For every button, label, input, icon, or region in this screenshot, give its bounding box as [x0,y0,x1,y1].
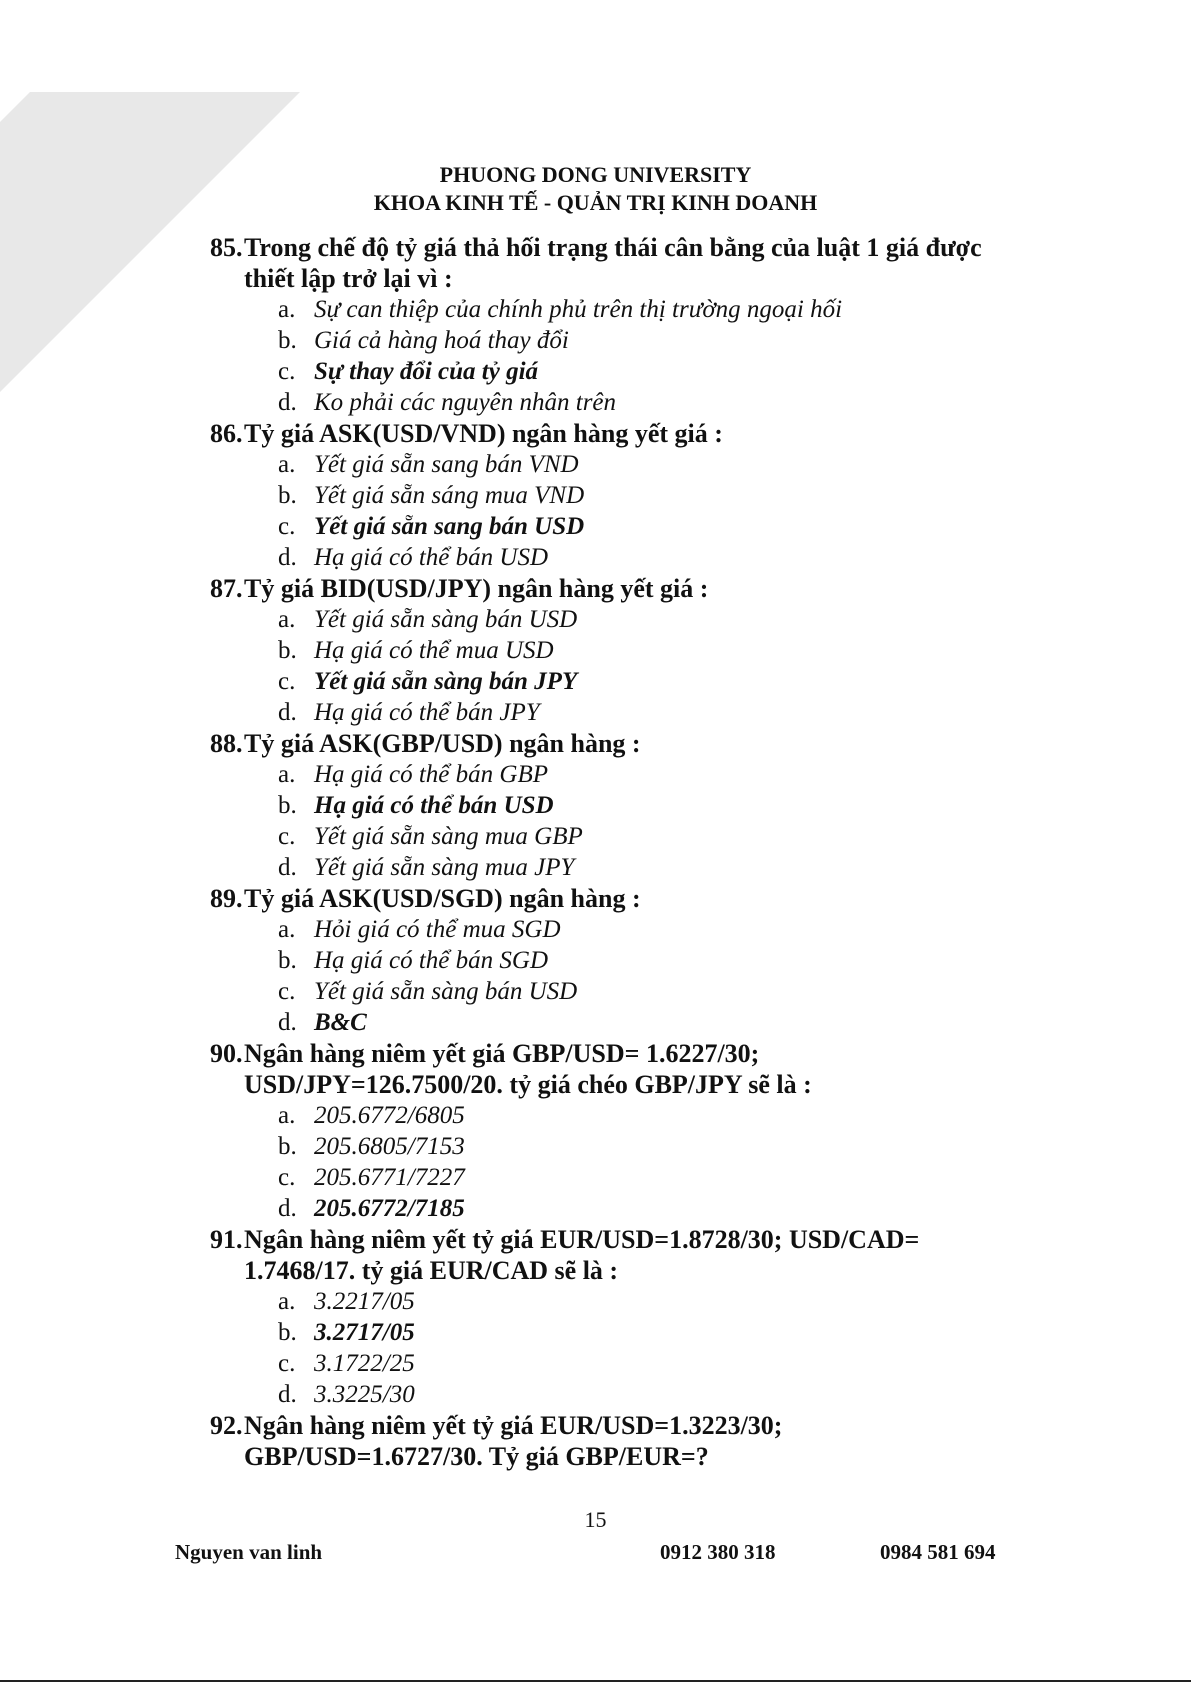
question [210,232,990,418]
option-letter: d. [278,1009,297,1036]
question-number: 85. [210,233,243,262]
question-title [210,1224,990,1286]
option [278,604,990,635]
correct-option [278,356,990,387]
question-title [210,728,990,759]
option-text: Giá cả hàng hoá thay đổi [314,327,569,354]
option [278,480,990,511]
bottom-rule [0,1680,1191,1682]
question-number: 91. [210,1225,243,1254]
faculty-name: KHOA KINH TẾ - QUẢN TRỊ KINH DOANH [373,190,818,215]
question-number: 88. [210,729,243,758]
option-text: Yết giá sẵn sàng bán USD [314,606,578,633]
option-letter: c. [278,823,296,850]
option-text: Sự thay đổi của tỷ giá [314,358,539,385]
option-text: 205.6772/7185 [314,1195,465,1222]
question-number: 86. [210,419,243,448]
option-letter: b. [278,327,297,354]
option [278,1286,990,1317]
footer-phone-1: 0912 380 318 [660,1540,776,1564]
question-text: Ngân hàng niêm yết giá GBP/USD= 1.6227/30; USD/JPY=126.7500/20. tỷ giá chéo GBP/JPY sẽ là : [244,1039,812,1099]
page-number: 15 [584,1507,607,1532]
question-title [210,573,990,604]
university-name: PHUONG DONG UNIVERSITY [439,162,752,187]
correct-option [278,666,990,697]
option-text: Yết giá sẵn sang bán VND [314,451,579,478]
option-text: 3.2717/05 [314,1319,415,1346]
question-text: Ngân hàng niêm yết tỷ giá EUR/USD=1.8728/30; USD/CAD= 1.7468/17. tỷ giá EUR/CAD sẽ là : [244,1225,920,1285]
option [278,914,990,945]
option [278,449,990,480]
option-letter: c. [278,668,296,695]
option-text: Yết giá sẵn sàng bán JPY [314,668,578,695]
question-text: Trong chế độ tỷ giá thả hối trạng thái cân bằng của luật 1 giá được thiết lập trở lại vì : [244,233,982,293]
option-text: Yết giá sẵn sàng mua GBP [314,823,583,850]
question-title [210,232,990,294]
question [210,1038,990,1224]
option-letter: a. [278,606,296,633]
option-text: Hạ giá có thể mua USD [314,637,554,664]
option [278,697,990,728]
option-letter: b. [278,482,297,509]
option-letter: c. [278,978,296,1005]
question-text: Tỷ giá ASK(GBP/USD) ngân hàng : [244,729,641,758]
question-number: 87. [210,574,243,603]
option-letter: b. [278,637,297,664]
option [278,852,990,883]
option-letter: c. [278,1350,296,1377]
option-letter: a. [278,1102,296,1129]
footer-author: Nguyen van linh [175,1540,323,1564]
option [278,1131,990,1162]
option-letter: b. [278,947,297,974]
option-letter: a. [278,916,296,943]
option-list [210,759,990,883]
option [278,1100,990,1131]
question-title [210,883,990,914]
option-text: Yết giá sẵn sáng mua VND [314,482,585,509]
option [278,1348,990,1379]
option-list [210,604,990,728]
option-text: Yết giá sẵn sang bán USD [314,513,585,540]
question-text: Tỷ giá ASK(USD/VND) ngân hàng yết giá : [244,419,723,448]
option-text: Sự can thiệp của chính phủ trên thị trường ngoại hối [314,296,843,323]
option [278,945,990,976]
option-letter: a. [278,296,296,323]
question [210,573,990,728]
option-letter: b. [278,792,297,819]
option-text: Hạ giá có thể bán GBP [314,761,548,788]
option-letter: c. [278,358,296,385]
option-text: 205.6772/6805 [314,1102,465,1129]
option [278,759,990,790]
option-text: 3.3225/30 [314,1381,415,1408]
footer-phone-2: 0984 581 694 [880,1540,996,1564]
option [278,1162,990,1193]
option [278,1379,990,1410]
question-text: Tỷ giá ASK(USD/SGD) ngân hàng : [244,884,641,913]
correct-option [278,1317,990,1348]
correct-option [278,790,990,821]
option-text: Yết giá sẵn sàng bán USD [314,978,578,1005]
question-number: 89. [210,884,243,913]
option [278,325,990,356]
option-letter: c. [278,513,296,540]
option-text: Yết giá sẵn sàng mua JPY [314,854,575,881]
option-text: Ko phải các nguyên nhân trên [314,389,617,416]
option-text: Hạ giá có thể bán USD [314,792,554,819]
option-text: B&C [314,1009,367,1036]
option [278,821,990,852]
option-text: 205.6805/7153 [314,1133,465,1160]
option-letter: d. [278,1195,297,1222]
option-text: Hạ giá có thể bán JPY [314,699,540,726]
question-text: Ngân hàng niêm yết tỷ giá EUR/USD=1.3223/30; GBP/USD=1.6727/30. Tỷ giá GBP/EUR=? [244,1411,783,1471]
question [210,1224,990,1410]
question-list [210,232,990,1472]
option-list [210,449,990,573]
question [210,883,990,1038]
correct-option [278,511,990,542]
option [278,976,990,1007]
option-list [210,914,990,1038]
correct-option [278,1007,990,1038]
option-letter: d. [278,699,297,726]
option-letter: c. [278,1164,296,1191]
question [210,1410,990,1472]
question [210,728,990,883]
option-list [210,294,990,418]
option-letter: a. [278,761,296,788]
question [210,418,990,573]
option [278,635,990,666]
option-letter: d. [278,389,297,416]
option-list [210,1100,990,1224]
option [278,387,990,418]
option-text: Hạ giá có thể bán USD [314,544,548,571]
option-list [210,1286,990,1410]
option-letter: b. [278,1319,297,1346]
option [278,294,990,325]
option-text: 205.6771/7227 [314,1164,465,1191]
correct-option [278,1193,990,1224]
option-letter: d. [278,854,297,881]
option-text: 3.2217/05 [314,1288,415,1315]
option [278,542,990,573]
question-number: 92. [210,1411,243,1440]
option-text: 3.1722/25 [314,1350,415,1377]
question-number: 90. [210,1039,243,1068]
option-letter: a. [278,1288,296,1315]
question-title [210,1038,990,1100]
question-title [210,1410,990,1472]
option-letter: a. [278,451,296,478]
option-letter: d. [278,544,297,571]
option-letter: b. [278,1133,297,1160]
option-text: Hạ giá có thể bán SGD [314,947,548,974]
option-text: Hỏi giá có thể mua SGD [314,916,561,943]
question-text: Tỷ giá BID(USD/JPY) ngân hàng yết giá : [244,574,709,603]
option-letter: d. [278,1381,297,1408]
question-title [210,418,990,449]
